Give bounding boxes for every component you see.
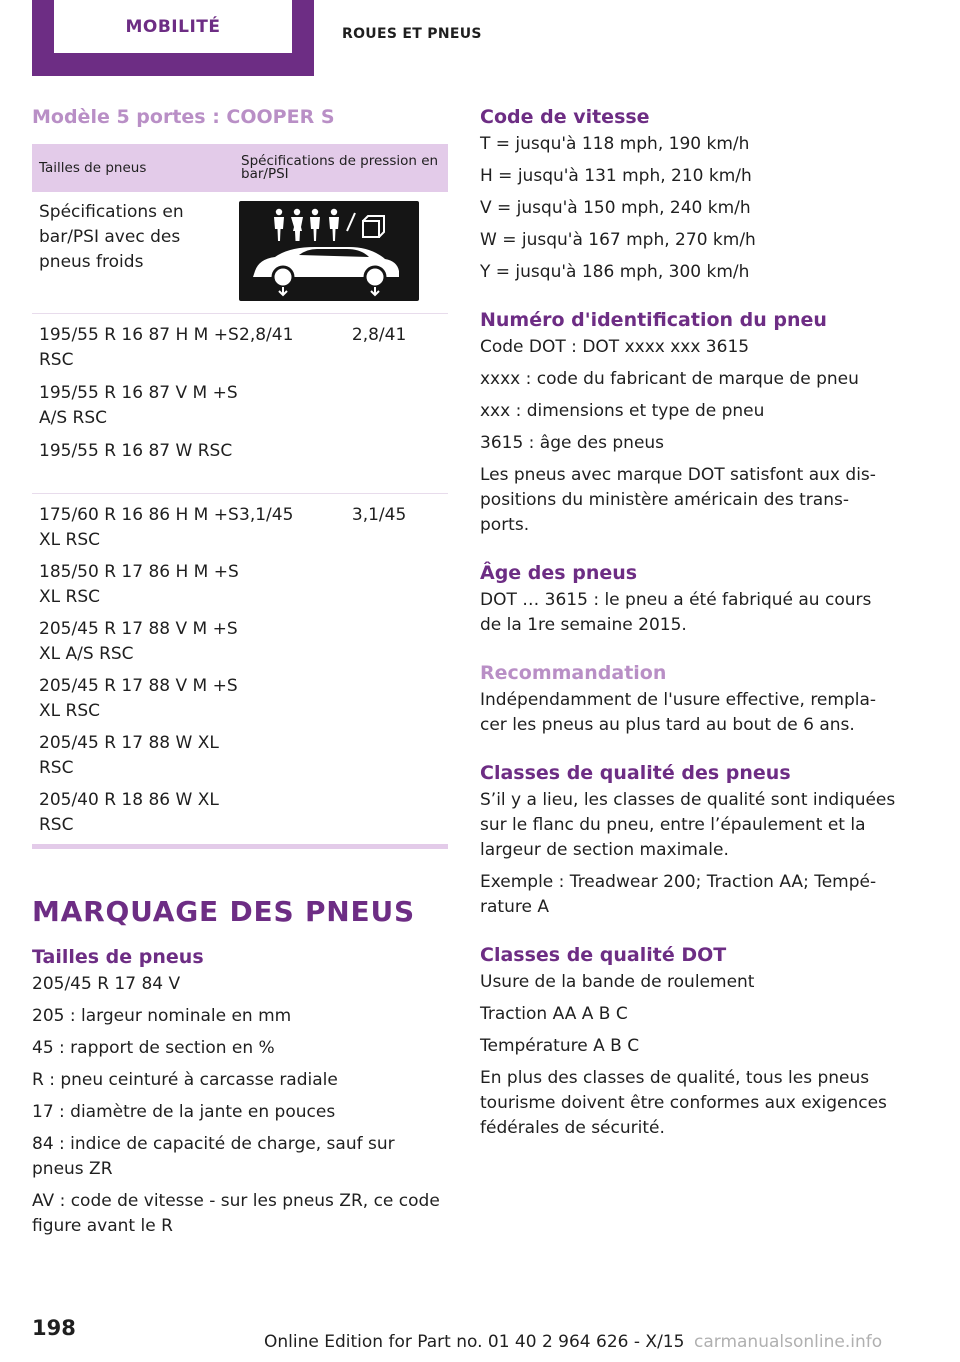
dot-line: Traction AA A B C: [480, 1004, 628, 1024]
rear-pressure: 2,8/41: [351, 325, 407, 345]
sizes-line: 45 : rapport de section en %: [32, 1038, 275, 1058]
tire-marking-title: MARQUAGE DES PNEUS: [32, 895, 415, 928]
tire-size: 205/45 R 17 88 W XL RSC: [39, 733, 219, 778]
table-row: [32, 314, 448, 494]
rear-pressure: 3,1/45: [351, 505, 407, 525]
table-row: [32, 494, 448, 844]
tire-size: 205/45 R 17 88 V M +S XL A/S RSC: [39, 619, 238, 664]
speed-line: H = jusqu'à 131 mph, 210 km/h: [480, 166, 752, 186]
tire-size: 195/55 R 16 87 W RSC: [39, 441, 233, 461]
sizes-line: 84 : indice de capacité de charge, sauf sur pneus ZR: [32, 1134, 395, 1179]
speed-line: V = jusqu'à 150 mph, 240 km/h: [480, 198, 751, 218]
tire-size: 185/50 R 17 86 H M +S XL RSC: [39, 562, 239, 607]
pressure-table: [32, 144, 448, 849]
speed-line: T = jusqu'à 118 mph, 190 km/h: [480, 134, 750, 154]
table-header-sizes: Tailles de pneus: [39, 159, 147, 176]
table-row-intro: [32, 192, 448, 314]
tire-size: 195/55 R 16 87 V M +S A/S RSC: [39, 383, 238, 428]
id-line: Les pneus avec marque DOT satisfont aux dis‐positions du ministère américain des trans‐ports.: [480, 465, 876, 535]
dot-line: Température A B C: [480, 1036, 640, 1056]
dot-line: Usure de la bande de roulement: [480, 972, 755, 992]
page-number: 198: [32, 1316, 76, 1340]
id-line: 3615 : âge des pneus: [480, 433, 665, 453]
model-title: Modèle 5 portes : COOPER S: [32, 106, 335, 128]
dot-grades-title: Classes de qualité DOT: [480, 944, 727, 966]
front-pressure: 2,8/41: [239, 325, 294, 345]
front-pressure: 3,1/45: [239, 505, 294, 525]
speed-code-title: Code de vitesse: [480, 106, 650, 128]
id-line: xxx : dimensions et type de pneu: [480, 401, 765, 421]
dot-line: En plus des classes de qualité, tous les pneus tourisme doivent être conformes aux exigences fédérales de sécurité.: [480, 1068, 887, 1138]
id-line: Code DOT : DOT xxxx xxx 3615: [480, 337, 750, 357]
header-section-title: ROUES ET PNEUS: [342, 26, 482, 42]
sizes-line: R : pneu ceinturé à carcasse radiale: [32, 1070, 338, 1090]
tire-size: 205/45 R 17 88 V M +S XL RSC: [39, 676, 238, 721]
left-column: [32, 106, 448, 1239]
sizes-line: 205/45 R 17 84 V: [32, 974, 181, 994]
quality-grades-title: Classes de qualité des pneus: [480, 762, 791, 784]
edition-note: Online Edition for Part no. 01 40 2 964 626 - X/15: [264, 1332, 685, 1352]
sizes-line: 205 : largeur nominale en mm: [32, 1006, 292, 1026]
header-tab-label: MOBILITÉ: [125, 16, 221, 37]
sizes-line: 17 : diamètre de la jante en pouces: [32, 1102, 336, 1122]
tire-size: 195/55 R 16 87 H M +S RSC: [39, 325, 239, 370]
table-header: [32, 144, 448, 192]
age-line: DOT … 3615 : le pneu a été fabriqué au cours de la 1re semaine 2015.: [480, 590, 872, 635]
speed-line: W = jusqu'à 167 mph, 270 km/h: [480, 230, 756, 250]
tire-id-title: Numéro d'identification du pneu: [480, 309, 827, 331]
recommendation-title: Recommandation: [480, 662, 667, 684]
table-header-pressure: Spécifications de pression en bar/PSI: [241, 153, 439, 182]
sizes-line: AV : code de vitesse - sur les pneus ZR, ce code figure avant le R: [32, 1191, 440, 1236]
header-tab-label-box: [54, 0, 292, 53]
table-bottom-rule: [32, 844, 448, 849]
tire-size: 205/40 R 18 86 W XL RSC: [39, 790, 219, 835]
tire-pressure-pictogram: [239, 201, 419, 301]
speed-line: Y = jusqu'à 186 mph, 300 km/h: [480, 262, 750, 282]
car-load-icon: [239, 201, 419, 301]
right-column: [480, 106, 920, 1141]
header-tab: [32, 0, 314, 76]
watermark: carmanualsonline.info: [694, 1332, 883, 1352]
quality-line: Exemple : Treadwear 200; Traction AA; Tempé‐rature A: [480, 872, 877, 917]
tire-sizes-title: Tailles de pneus: [32, 946, 204, 968]
quality-line: S’il y a lieu, les classes de qualité sont indiquées sur le flanc du pneu, entre l’épaulement et la largeur de section maximale.: [480, 790, 896, 860]
table-intro-text: Spécifications en bar/PSI avec des pneus froids: [39, 202, 184, 272]
tire-size: 175/60 R 16 86 H M +S XL RSC: [39, 505, 239, 550]
recommendation-line: Indépendamment de l'usure effective, rempla‐cer les pneus au plus tard au bout de 6 ans.: [480, 690, 877, 735]
id-line: xxxx : code du fabricant de marque de pneu: [480, 369, 859, 389]
tire-age-title: Âge des pneus: [480, 562, 638, 584]
